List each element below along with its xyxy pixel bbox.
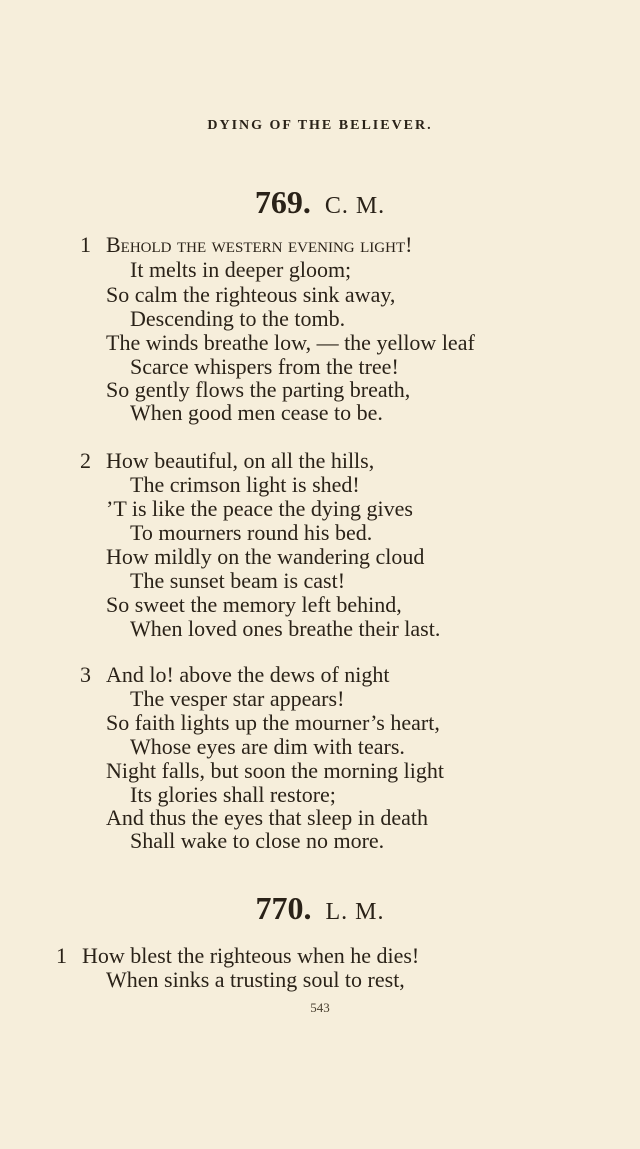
verse-line: Descending to the tomb.	[130, 306, 346, 331]
stanza-number: 1	[80, 232, 91, 257]
verse-line: It melts in deeper gloom;	[130, 257, 352, 282]
hymn-meter: L. M.	[325, 899, 385, 925]
verse-line: How beautiful, on all the hills,	[106, 448, 375, 473]
hymn-heading	[0, 184, 640, 221]
page-number: 543	[310, 1000, 330, 1015]
verse-line: Shall wake to close no more.	[130, 828, 385, 853]
verse-line: So gently flows the parting breath,	[106, 377, 411, 402]
stanza-number: 2	[80, 448, 91, 473]
verse-line-text: Behold the western evening light!	[106, 232, 413, 257]
verse-line: So sweet the memory left behind,	[106, 592, 402, 617]
verse-line: And thus the eyes that sleep in death	[106, 805, 428, 830]
stanza-number: 3	[80, 662, 91, 687]
verse-line: When good men cease to be.	[130, 400, 383, 425]
verse-line: The sunset beam is cast!	[130, 568, 346, 593]
hymn-number: 769.	[254, 184, 311, 220]
verse-line: When loved ones breathe their last.	[130, 616, 441, 641]
stanza-number: 1	[56, 943, 67, 968]
verse-line: How mildly on the wandering cloud	[106, 544, 425, 569]
verse-line: Whose eyes are dim with tears.	[130, 734, 405, 759]
verse-line: And lo! above the dews of night	[106, 662, 390, 687]
verse-line: Night falls, but soon the morning light	[106, 758, 444, 783]
verse-line	[106, 233, 412, 257]
verse-line: The winds breathe low, — the yellow leaf	[106, 330, 475, 355]
verse-line: How blest the righteous when he dies!	[82, 943, 420, 968]
verse-line: So faith lights up the mourner’s heart,	[106, 710, 440, 735]
verse-line: To mourners round his bed.	[130, 520, 373, 545]
verse-line: The vesper star appears!	[130, 686, 345, 711]
verse-line: The crimson light is shed!	[130, 472, 360, 497]
running-head: DYING OF THE BELIEVER.	[207, 118, 433, 133]
verse-line: So calm the righteous sink away,	[106, 282, 396, 307]
hymn-meter: C. M.	[324, 193, 386, 219]
hymn-number: 770.	[255, 890, 312, 926]
verse-line: ’T is like the peace the dying gives	[106, 496, 413, 521]
verse-line: Scarce whispers from the tree!	[130, 354, 399, 379]
verse-line: Its glories shall restore;	[130, 782, 336, 807]
verse-line: When sinks a trusting soul to rest,	[106, 967, 405, 992]
hymn-heading	[0, 890, 640, 927]
